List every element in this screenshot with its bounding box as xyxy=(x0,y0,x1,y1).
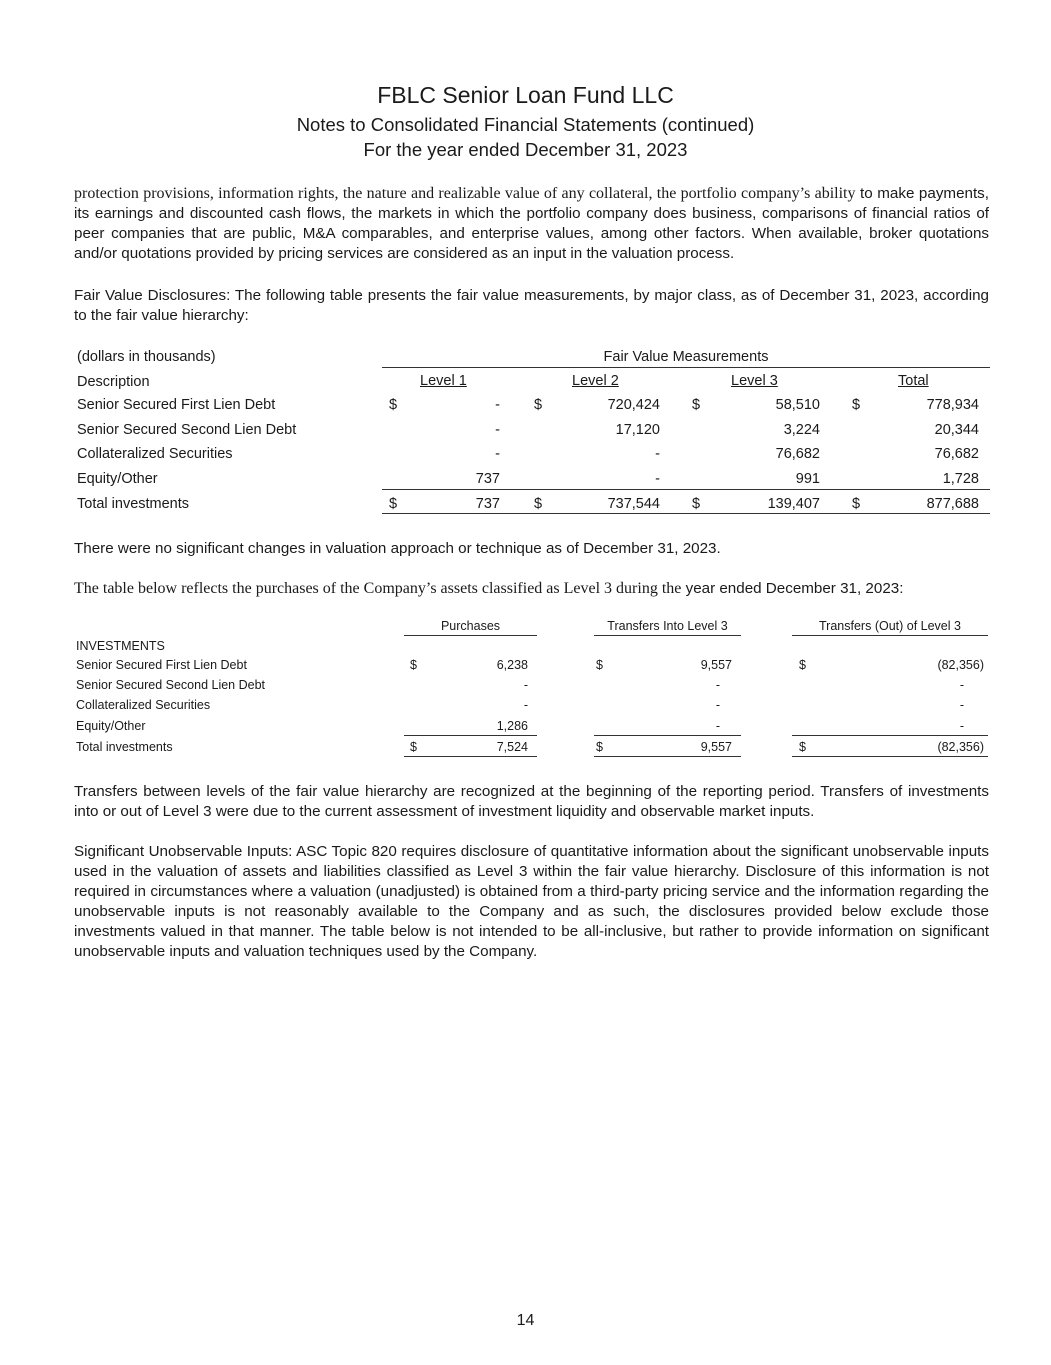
table-row xyxy=(74,658,990,678)
total-rule-bottom xyxy=(594,756,741,757)
dollar-sign: $ xyxy=(596,740,603,754)
value-total: 20,344 xyxy=(934,422,979,438)
value-total: 877,688 xyxy=(926,496,979,512)
row-label: Senior Secured Second Lien Debt xyxy=(76,678,266,692)
total-rule-bottom xyxy=(404,756,537,757)
row-label: Senior Secured First Lien Debt xyxy=(76,658,247,672)
table-row xyxy=(74,397,990,421)
company-title: FBLC Senior Loan Fund LLC xyxy=(377,82,674,108)
valuation-paragraph xyxy=(74,184,989,264)
row-label: Total investments xyxy=(77,496,190,512)
value-level-1: - xyxy=(495,446,500,462)
dollar-sign: $ xyxy=(852,496,861,512)
page-number: 14 xyxy=(516,1312,535,1329)
total-rule-top xyxy=(404,735,537,736)
value-transfers-out: - xyxy=(959,678,964,692)
table-row xyxy=(74,678,990,698)
transfers-paragraph: Transfers between levels of the fair value hierarchy are recognized at the beginning of the reporting period. Transfers of investments into or out of Level 3 were due to the current assessment of investment liquidity and observable market inputs. xyxy=(74,783,989,820)
value-purchases: 1,286 xyxy=(496,719,528,733)
total-rule-top xyxy=(382,489,990,490)
no-changes-paragraph: There were no significant changes in valuation approach or technique as of December 31, 2023. xyxy=(74,540,721,557)
level3-activity-table xyxy=(74,615,990,760)
value-total: 778,934 xyxy=(926,397,979,413)
total-row xyxy=(74,740,990,760)
value-level-3: 3,224 xyxy=(783,422,820,438)
row-label: Senior Secured Second Lien Debt xyxy=(77,422,297,438)
total-rule-bottom xyxy=(382,513,990,514)
value-level-3: 991 xyxy=(795,471,820,487)
purchases-intro-serif: The table below reflects the purchases of the Company’s assets classified as Level 3 during the xyxy=(74,580,682,597)
value-transfers-into: - xyxy=(715,698,720,712)
value-transfers-into: - xyxy=(715,678,720,692)
value-level-2: 737,544 xyxy=(607,496,660,512)
dollar-sign: $ xyxy=(389,496,398,512)
units-label: (dollars in thousands) xyxy=(77,349,216,365)
section-label: INVESTMENTS xyxy=(76,639,165,653)
value-purchases: 6,238 xyxy=(496,658,528,672)
description-header: Description xyxy=(77,374,150,390)
value-transfers-out: - xyxy=(959,698,964,712)
column-header-total: Total xyxy=(898,373,929,389)
total-row xyxy=(74,496,990,520)
value-level-2: 17,120 xyxy=(615,422,660,438)
value-purchases: - xyxy=(523,698,528,712)
fair-value-disclosures-paragraph: Fair Value Disclosures: The following table presents the fair value measurements, by major class, as of December 31, 2023, according to the fair value hierarchy: xyxy=(74,287,989,324)
column-header-transfers-into: Transfers Into Level 3 xyxy=(594,619,741,636)
column-header-purchases: Purchases xyxy=(404,619,537,636)
row-label: Senior Secured First Lien Debt xyxy=(77,397,276,413)
value-level-3: 58,510 xyxy=(775,397,820,413)
value-level-1: - xyxy=(495,397,500,413)
value-purchases: - xyxy=(523,678,528,692)
dollar-sign: $ xyxy=(410,740,417,754)
dollar-sign: $ xyxy=(534,496,543,512)
value-level-1: - xyxy=(495,422,500,438)
statement-subtitle: Notes to Consolidated Financial Statements (continued) xyxy=(296,114,755,135)
table-row xyxy=(74,422,990,446)
row-label: Equity/Other xyxy=(76,719,146,733)
valuation-paragraph-rest: to make payments, its earnings and discounted cash flows, the markets in which the portfolio company does business, comparisons of financial ratios of peer companies that are public, M&A comparables, and enterprise values, among other factors. When available, broker quotations and/or quotations provided by pricing services are considered as an input in the valuation process. xyxy=(74,185,989,262)
value-level-1: 737 xyxy=(475,471,500,487)
value-total: 76,682 xyxy=(934,446,979,462)
table-row xyxy=(74,446,990,470)
total-rule-top xyxy=(792,735,988,736)
value-level-2: - xyxy=(655,446,660,462)
group-header: Fair Value Measurements xyxy=(382,349,990,368)
value-transfers-out: - xyxy=(959,719,964,733)
value-level-3: 139,407 xyxy=(767,496,820,512)
unobservable-inputs-paragraph: Significant Unobservable Inputs: ASC Topic 820 requires disclosure of quantitative information about the significant unobservable inputs used in the valuation of assets and liabilities classified as Level 3 within the fair value hierarchy. Disclosure of this information is not required in circumstances where a valuation (unadjusted) is obtained from a third-party pricing service and the information regarding the unobservable inputs is not reasonably available to the Company and as such, the disclosures provided below exclude those investments valued in that manner. The table below is not intended to be all-inclusive, but rather to provide information on significant unobservable inputs and valuation techniques used by the Company. xyxy=(74,843,989,960)
purchases-intro-rest: year ended December 31, 2023: xyxy=(681,580,904,597)
value-transfers-out: (82,356) xyxy=(937,658,984,672)
purchases-intro-paragraph xyxy=(74,579,989,599)
total-rule-bottom xyxy=(792,756,988,757)
period-line: For the year ended December 31, 2023 xyxy=(363,139,688,160)
value-transfers-out: (82,356) xyxy=(937,740,984,754)
dollar-sign: $ xyxy=(534,397,543,413)
row-label: Equity/Other xyxy=(77,471,158,487)
total-rule-top xyxy=(594,735,741,736)
dollar-sign: $ xyxy=(389,397,398,413)
value-purchases: 7,524 xyxy=(496,740,528,754)
value-transfers-into: 9,557 xyxy=(700,658,732,672)
row-label: Total investments xyxy=(76,740,173,754)
value-transfers-into: 9,557 xyxy=(700,740,732,754)
dollar-sign: $ xyxy=(410,658,417,672)
dollar-sign: $ xyxy=(692,397,701,413)
value-level-2: 720,424 xyxy=(607,397,660,413)
row-label: Collateralized Securities xyxy=(77,446,233,462)
valuation-paragraph-serif: protection provisions, information rights, the nature and realizable value of any collateral, the portfolio company’s ability xyxy=(74,185,856,202)
row-label: Collateralized Securities xyxy=(76,698,211,712)
table-row xyxy=(74,719,990,739)
value-total: 1,728 xyxy=(942,471,979,487)
table-row xyxy=(74,471,990,495)
value-level-1: 737 xyxy=(475,496,500,512)
column-header-level-2: Level 2 xyxy=(572,373,619,389)
dollar-sign: $ xyxy=(799,740,806,754)
value-level-3: 76,682 xyxy=(775,446,820,462)
column-header-transfers-out: Transfers (Out) of Level 3 xyxy=(792,619,988,636)
fair-value-table xyxy=(74,346,990,516)
column-header-level-3: Level 3 xyxy=(731,373,778,389)
dollar-sign: $ xyxy=(596,658,603,672)
value-transfers-into: - xyxy=(715,719,720,733)
dollar-sign: $ xyxy=(799,658,806,672)
column-header-level-1: Level 1 xyxy=(420,373,467,389)
dollar-sign: $ xyxy=(692,496,701,512)
dollar-sign: $ xyxy=(852,397,861,413)
value-level-2: - xyxy=(655,471,660,487)
table-row xyxy=(74,698,990,718)
